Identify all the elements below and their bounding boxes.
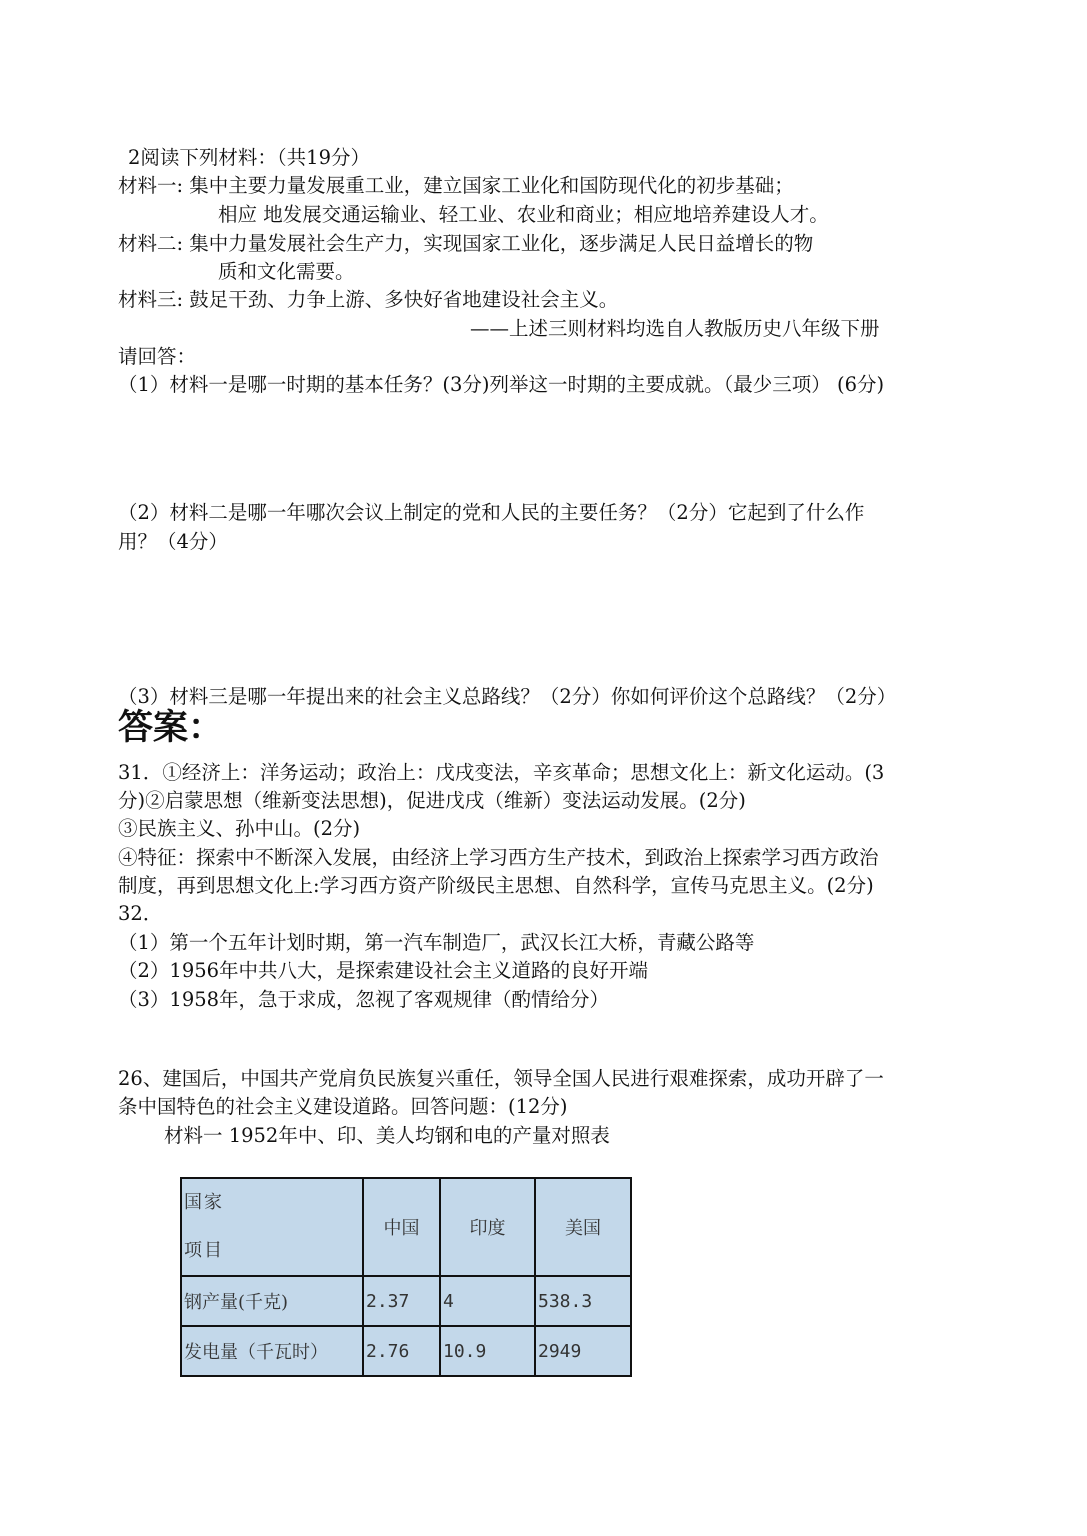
cell-steel-india: 4 bbox=[440, 1276, 535, 1326]
cell-electricity-india: 10.9 bbox=[440, 1326, 535, 1376]
answer-prompt: 请回答： bbox=[118, 345, 197, 368]
table-row-electricity bbox=[181, 1326, 631, 1376]
table-caption: 材料一 1952年中、印、美人均钢和电的产量对照表 bbox=[164, 1124, 610, 1147]
answer-31-line-3: ③民族主义、孙中山。(2分) bbox=[118, 817, 361, 840]
answers-heading: 答案： bbox=[118, 708, 224, 748]
cell-electricity-usa: 2949 bbox=[535, 1326, 631, 1376]
answer-31-line-5: 制度，再到思想文化上:学习西方资产阶级民主思想、自然科学，宣传马克思主义。(2分) bbox=[118, 874, 874, 897]
table-corner-cell bbox=[181, 1178, 363, 1276]
sub-question-2-line-2: 用？（4分） bbox=[118, 530, 228, 553]
material-2-line-1: 材料二: 集中力量发展社会生产力，实现国家工业化，逐步满足人民日益增长的物 bbox=[118, 232, 814, 255]
corner-label-item: 项目 bbox=[184, 1240, 224, 1261]
table-row-steel bbox=[181, 1276, 631, 1326]
corner-label-country: 国家 bbox=[184, 1192, 224, 1213]
material-1-line-1: 材料一: 集中主要力量发展重工业，建立国家工业化和国防现代化的初步基础； bbox=[118, 174, 794, 197]
sub-question-2-line-1: （2）材料二是哪一年哪次会议上制定的党和人民的主要任务？（2分）它起到了什么作 bbox=[118, 501, 865, 524]
q26-line-1: 26、建国后，中国共产党肩负民族复兴重任，领导全国人民进行艰难探索，成功开辟了一 bbox=[118, 1067, 884, 1090]
table-header-row bbox=[181, 1178, 631, 1276]
sub-question-1: （1）材料一是哪一时期的基本任务？(3分)列举这一时期的主要成就。（最少三项） (6分) bbox=[118, 373, 885, 396]
row-label-electricity: 发电量（千瓦时） bbox=[181, 1326, 363, 1376]
material-2-line-2: 质和文化需要。 bbox=[218, 260, 355, 283]
answer-31-line-2: 分)②启蒙思想（维新变法思想)，促进戊戌（维新）变法运动发展。(2分) bbox=[118, 789, 746, 812]
column-header-china: 中国 bbox=[363, 1178, 440, 1276]
cell-steel-china: 2.37 bbox=[363, 1276, 440, 1326]
cell-electricity-china: 2.76 bbox=[363, 1326, 440, 1376]
column-header-india: 印度 bbox=[440, 1178, 535, 1276]
answer-32-line-2: （2）1956年中共八大，是探索建设社会主义道路的良好开端 bbox=[118, 959, 649, 982]
answer-31-line-1: 31．①经济上：洋务运动；政治上：戊戌变法，辛亥革命；思想文化上：新文化运动。(3 bbox=[118, 761, 885, 784]
answer-32-line-1: （1）第一个五年计划时期，第一汽车制造厂，武汉长江大桥，青藏公路等 bbox=[118, 931, 755, 954]
material-source: ——上述三则材料均选自人教版历史八年级下册 bbox=[470, 317, 880, 340]
cell-steel-usa: 538.3 bbox=[535, 1276, 631, 1326]
row-label-steel: 钢产量(千克) bbox=[181, 1276, 363, 1326]
q26-line-2: 条中国特色的社会主义建设道路。回答问题：(12分) bbox=[118, 1095, 568, 1118]
material-1-line-2: 相应 地发展交通运输业、轻工业、农业和商业；相应地培养建设人才。 bbox=[218, 203, 829, 226]
column-header-usa: 美国 bbox=[535, 1178, 631, 1276]
answer-32-line-3: （3）1958年，急于求成，忽视了客观规律（酌情给分） bbox=[118, 988, 610, 1011]
answer-32-number: 32． bbox=[118, 902, 163, 925]
material-3: 材料三: 鼓足干劲、力争上游、多快好省地建设社会主义。 bbox=[118, 288, 619, 311]
answer-31-line-4: ④特征：探索中不断深入发展，由经济上学习西方生产技术，到政治上探索学习西方政治 bbox=[118, 846, 879, 869]
q2-intro: 2阅读下列材料：（共19分） bbox=[128, 146, 370, 169]
sub-question-3: （3）材料三是哪一年提出来的社会主义总路线？（2分）你如何评价这个总路线？（2分） bbox=[118, 685, 897, 708]
production-table bbox=[180, 1177, 632, 1377]
